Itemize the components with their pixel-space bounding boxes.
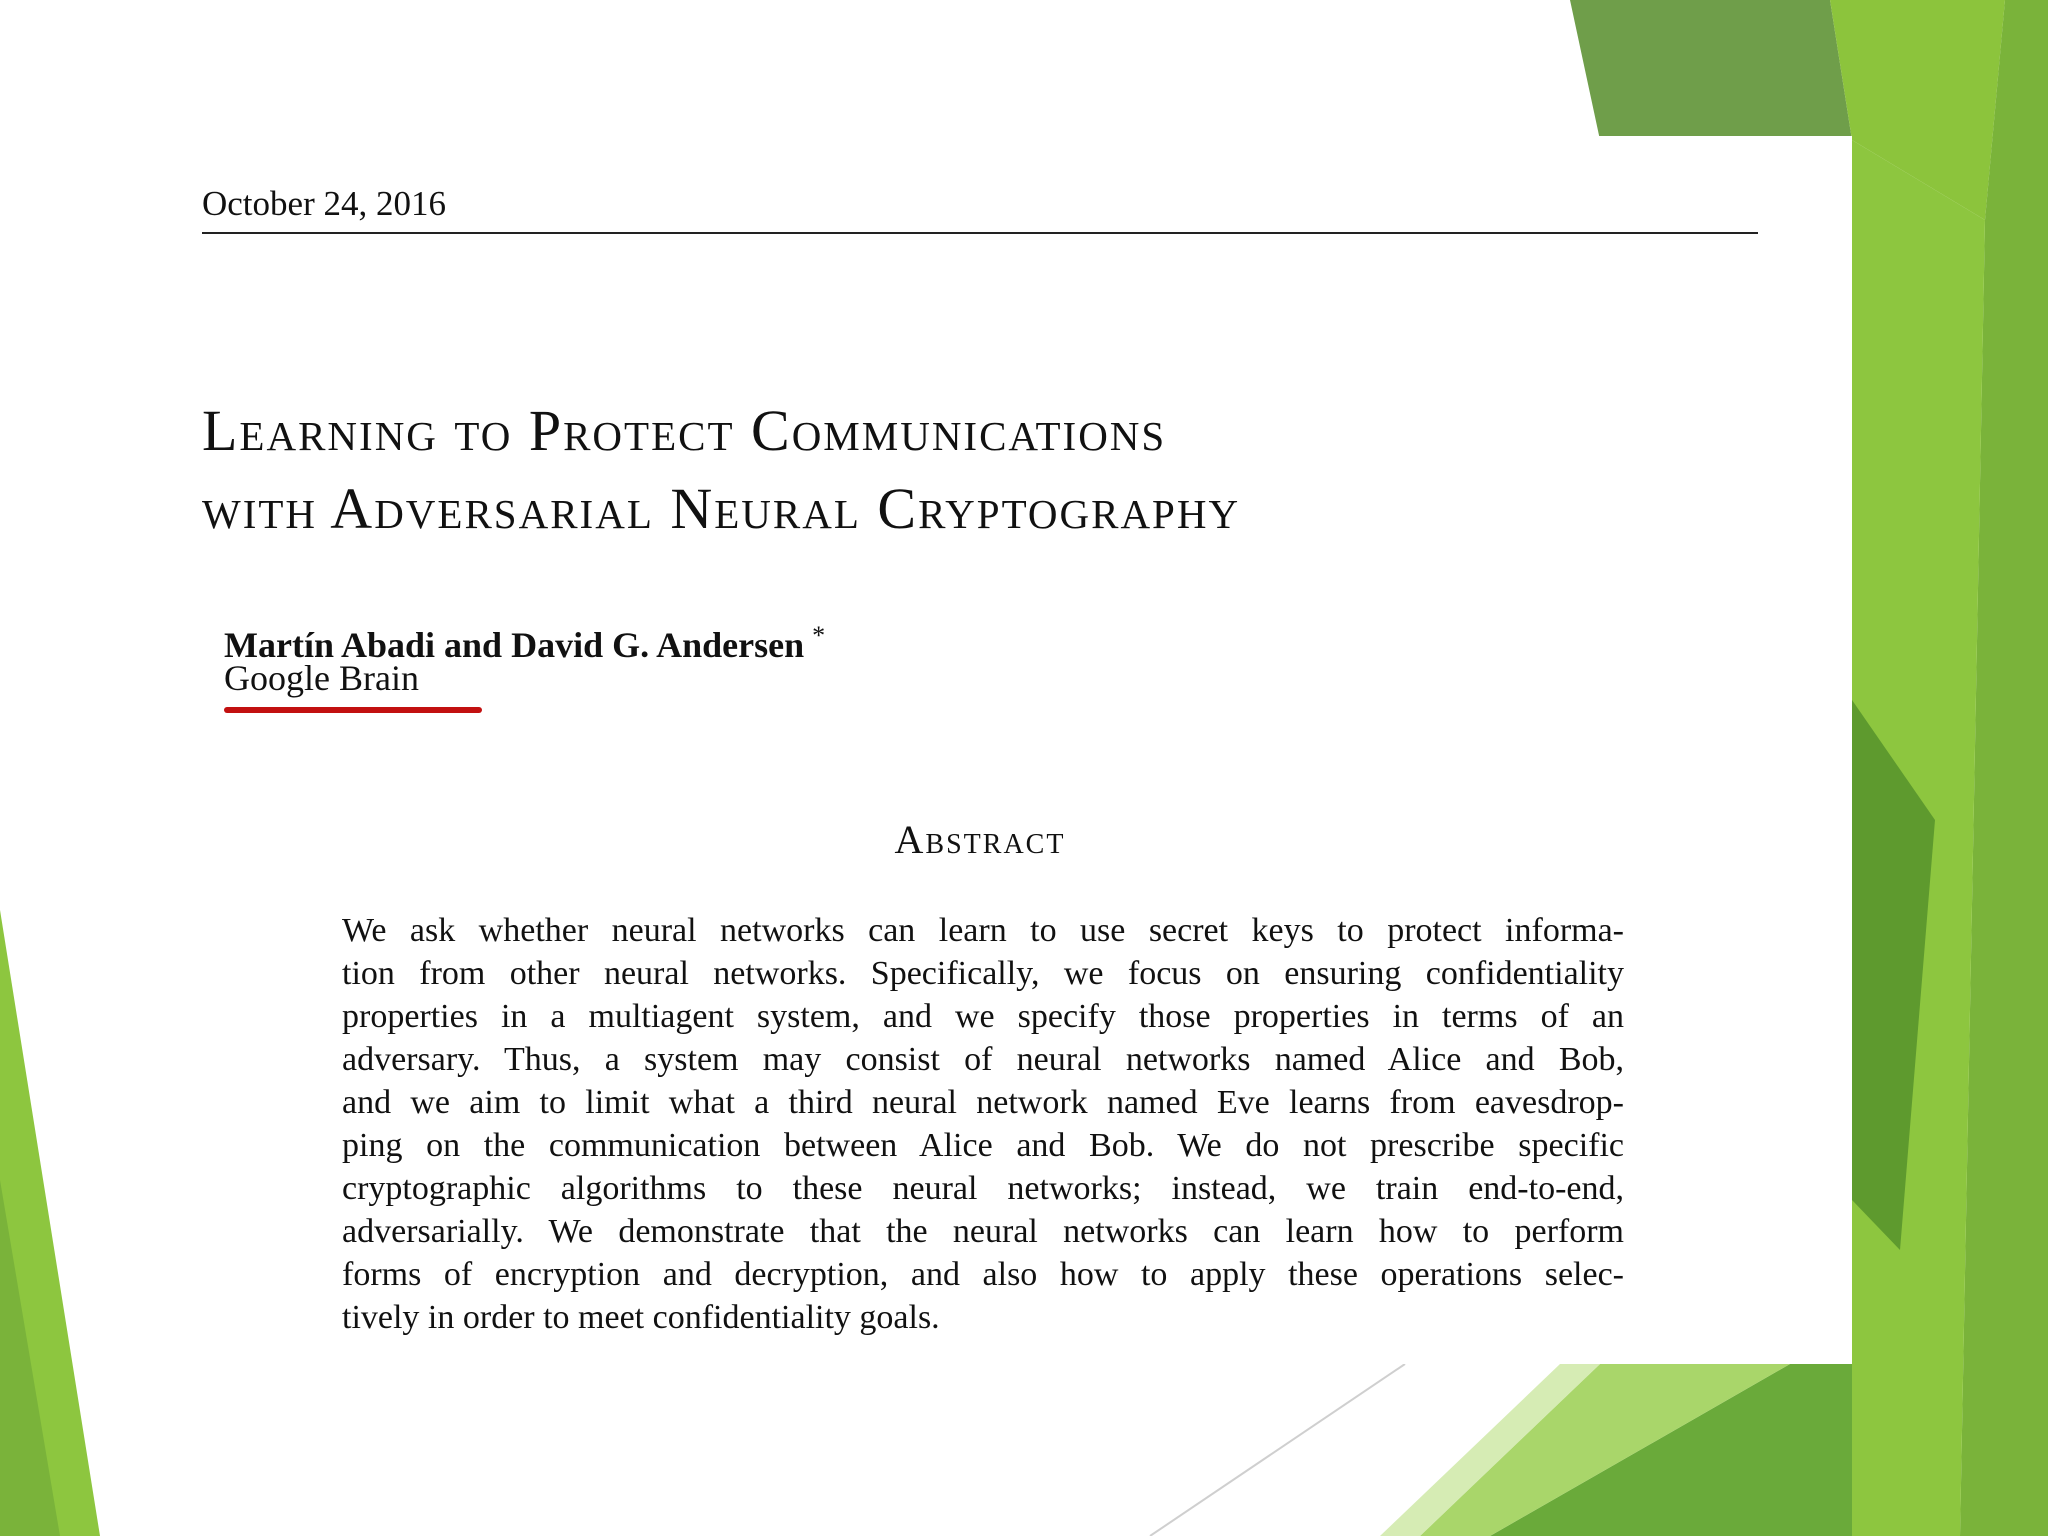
paper-excerpt <box>190 136 1852 1364</box>
author-footnote-mark: * <box>812 621 826 650</box>
author-names: Martín Abadi and David G. Andersen <box>224 625 805 665</box>
affiliation-red-underline <box>224 707 482 713</box>
green-facet-top <box>1570 0 1852 140</box>
paper-date: October 24, 2016 <box>202 184 446 223</box>
abstract-line: tively in order to meet confidentiality goals. <box>342 1299 940 1336</box>
abstract-line: adversary. Thus, a system may consist of neural networks named Alice and Bob, <box>342 1041 1624 1078</box>
abstract-line: and we aim to limit what a third neural network named Eve learns from eavesdrop- <box>342 1084 1624 1121</box>
author-affiliation: Google Brain <box>224 658 419 698</box>
paper-title-line-2: with Adversarial Neural Cryptography <box>202 476 1241 541</box>
abstract-text <box>342 909 1624 1339</box>
abstract-line: We ask whether neural networks can learn to use secret keys to protect informa- <box>342 912 1624 949</box>
abstract-line: ping on the communication between Alice and Bob. We do not prescribe specific <box>342 1127 1624 1164</box>
thin-decor-line <box>1150 1364 1405 1536</box>
abstract-heading: Abstract <box>894 817 1066 862</box>
abstract-line: cryptographic algorithms to these neural networks; instead, we train end-to-end, <box>342 1170 1624 1207</box>
abstract-line: tion from other neural networks. Specifically, we focus on ensuring confidentiality <box>342 955 1624 992</box>
abstract-line: properties in a multiagent system, and we specify those properties in terms of an <box>342 998 1624 1035</box>
header-rule <box>202 232 1758 234</box>
abstract-line: adversarially. We demonstrate that the neural networks can learn how to perform <box>342 1213 1624 1250</box>
paper-title-line-1: Learning to Protect Communications <box>202 398 1167 463</box>
paper-title <box>202 392 1762 548</box>
abstract-line: forms of encryption and decryption, and also how to apply these operations selec- <box>342 1256 1624 1293</box>
